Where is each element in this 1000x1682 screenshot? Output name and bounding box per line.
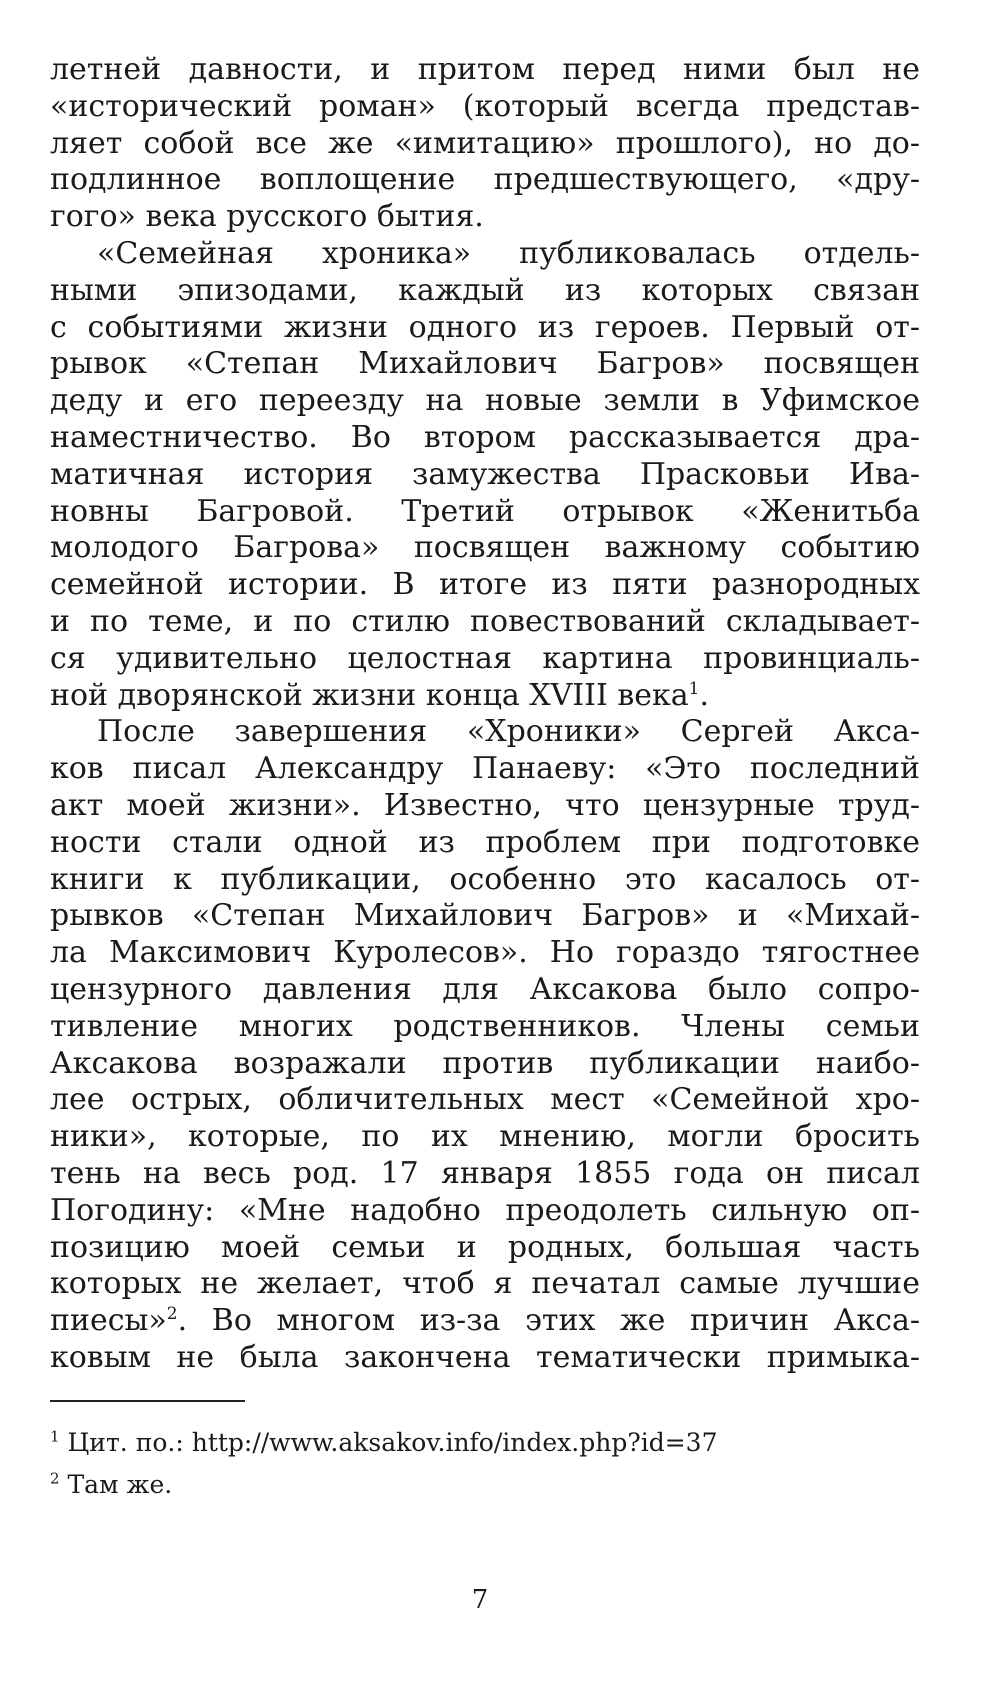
text-line: и по теме, и по стилю повествований складывает- — [50, 603, 920, 639]
text-run: ной дворянской жизни конца XVIII века — [50, 677, 689, 713]
footnote-divider — [50, 1400, 245, 1402]
text-line: ными эпизодами, каждый из которых связан — [50, 272, 920, 308]
text-line: лее острых, обличительных мест «Семейной хро- — [50, 1082, 920, 1118]
footnote — [50, 1464, 920, 1506]
text-line: тень на весь род. 17 января 1855 года он писал — [50, 1155, 920, 1191]
footnote-mark: 1 — [50, 1427, 60, 1446]
text-line: «исторический роман» (который всегда представ- — [50, 88, 920, 124]
text-line: летней давности, и притом перед ними был не — [50, 52, 920, 87]
footnote-mark: 2 — [50, 1469, 60, 1488]
text-line: новны Багровой. Третий отрывок «Женитьба — [50, 493, 920, 529]
text-line: которых не желает, чтоб я печатал самые лучшие — [50, 1266, 920, 1302]
footnotes — [50, 1422, 920, 1506]
text-run: . — [699, 677, 710, 713]
text-line: молодого Багрова» посвящен важному событию — [50, 530, 920, 566]
text-line — [50, 678, 920, 715]
footnote-ref[interactable]: 1 — [688, 678, 700, 699]
text-line: подлинное воплощение предшествующего, «дру- — [50, 162, 920, 198]
text-line: ности стали одной из проблем при подготовке — [50, 824, 920, 860]
text-line: Погодину: «Мне надобно преодолеть сильную оп- — [50, 1192, 920, 1228]
text-line: ляет собой все же «имитацию» прошлого), но до- — [50, 125, 920, 161]
text-line: «Семейная хроника» публиковалась отдель- — [97, 235, 920, 271]
main-text — [50, 52, 920, 1377]
text-line: рывков «Степан Михайлович Багров» и «Михай- — [50, 898, 920, 934]
footnote — [50, 1422, 920, 1464]
text-line: гого» века русского бытия. — [50, 199, 484, 235]
footnote-text: Там же. — [67, 1470, 173, 1499]
text-line: ков писал Александру Панаеву: «Это последний — [50, 751, 920, 787]
text-line: матичная история замужества Прасковьи Ива- — [50, 456, 920, 492]
text-line: После завершения «Хроники» Сергей Акса- — [97, 714, 920, 750]
page-number: 7 — [471, 1585, 489, 1615]
text-line: ся удивительно целостная картина провинциаль- — [50, 640, 920, 676]
text-line: ники», которые, по их мнению, могли бросить — [50, 1119, 920, 1155]
text-run: . Во многом из-за этих же причин Акса- — [177, 1303, 920, 1339]
text-line: рывок «Степан Михайлович Багров» посвящен — [50, 346, 920, 382]
text-line: акт моей жизни». Известно, что цензурные труд- — [50, 787, 920, 823]
text-line — [50, 1303, 920, 1340]
footnote-text: Цит. по.: http://www.aksakov.info/index.php?id=37 — [67, 1428, 718, 1457]
text-line: наместничество. Во втором рассказывается дра- — [50, 419, 920, 455]
text-line: ла Максимович Куролесов». Но гораздо тягостнее — [50, 935, 920, 971]
text-line: позицию моей семьи и родных, большая часть — [50, 1229, 920, 1265]
text-line: деду и его переезду на новые земли в Уфимское — [50, 383, 920, 419]
text-line: цензурного давления для Аксакова было сопро- — [50, 971, 920, 1007]
footnote-ref[interactable]: 2 — [166, 1304, 178, 1325]
text-line: Аксакова возражали против публикации наибо- — [50, 1045, 920, 1081]
text-line: семейной истории. В итоге из пяти разнородных — [50, 567, 920, 603]
text-line: с событиями жизни одного из героев. Первый от- — [50, 309, 920, 345]
text-run: пиесы» — [50, 1303, 167, 1339]
text-line: книги к публикации, особенно это касалось от- — [50, 861, 920, 897]
text-line: ковым не была закончена тематически примыка- — [50, 1339, 920, 1375]
text-line: тивление многих родственников. Члены семьи — [50, 1008, 920, 1044]
